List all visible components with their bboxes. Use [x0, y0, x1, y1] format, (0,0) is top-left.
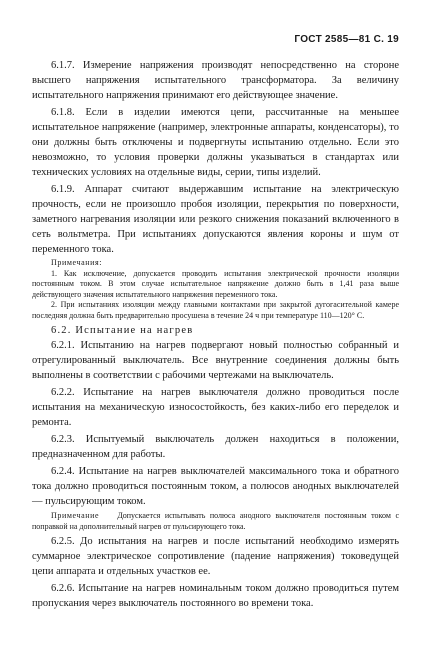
notes-title: Примечания: — [51, 258, 103, 267]
paragraph-6-2-3: 6.2.3. Испытуемый выключатель должен находиться в положении, предназначенном для работы. — [32, 434, 399, 460]
note-6-2-4 — [32, 511, 399, 532]
note-text: Допускается испытывать полюса анодного выключателя постоянным током с поправкой на дополнительный нагрев от пульсирующего тока. — [32, 511, 400, 531]
note-1: 1. Как исключение, допускается проводить испытания электрической прочности изоляции постоянным током. В этом случае испытательное напряжение должно быть в 1,41 раза выше действующего значения испытательного напряжения переменного тока. — [32, 268, 399, 299]
paragraph-6-2-1: 6.2.1. Испытанию на нагрев подвергают новый полностью собранный и отрегулированный выключатель. Все внутренние соединения должны быть выполнены в соответствии с рабочими чертежами на выключатель. — [32, 340, 399, 381]
paragraph-6-2-2: 6.2.2. Испытание на нагрев выключателя должно проводиться после испытания на механическую износостойкость, без каких-либо его переделок и ремонта. — [32, 387, 399, 428]
paragraph-6-1-7: 6.1.7. Измерение напряжения производят непосредственно на стороне высшего напряжения испытательного трансформатора. За величину испытательного напряжения принимают его действующее значение. — [32, 60, 399, 101]
paragraph-6-2-5: 6.2.5. До испытания на нагрев и после испытаний необходимо измерять суммарное электрическое сопротивление (падение напряжения) токоведущей цепи аппарата и отдельных участков ее. — [32, 536, 399, 577]
paragraph-6-2-6: 6.2.6. Испытание на нагрев номинальным током должно проводиться путем пропускания через выключатель постоянного во времени тока. — [32, 583, 399, 609]
note-label: Примечание — [51, 511, 100, 520]
paragraph-6-2-4: 6.2.4. Испытание на нагрев выключателей максимального тока и обратного тока должно проводиться постоянным током, а полюсов анодных выключателей — пульсирующим током. — [32, 466, 399, 507]
paragraph-6-1-9: 6.1.9. Аппарат считают выдержавшим испытание на электрическую прочность, если не произошло пробоя изоляции, перекрытия по поверхности, заметного нагревания изоляции или резкого снижения показаний включенного в сеть вольтметра. При испытаниях допускаются явления короны и шум от переменного тока. — [32, 184, 399, 255]
document-body — [32, 58, 399, 611]
page-header: ГОСТ 2585—81 С. 19 — [294, 34, 399, 45]
paragraph-6-1-8: 6.1.8. Если в изделии имеются цепи, рассчитанные на меньшее испытательное напряжение (например, электронные аппараты, конденсаторы), то они должны быть отключены и подвергнуты испытанию отдельно. Если это невозможно, то условия проверки должны указываться в стандартах или технических условиях на отдельные виды, серии, типы изделий. — [32, 107, 399, 178]
section-6-2-heading: 6.2. Испытание на нагрев — [51, 325, 194, 336]
note-2: 2. При испытаниях изоляции между главными контактами при закрытой дугогасительной камере последняя должна быть предварительно просушена в течение 24 ч при температуре 110—120° С. — [32, 300, 399, 320]
